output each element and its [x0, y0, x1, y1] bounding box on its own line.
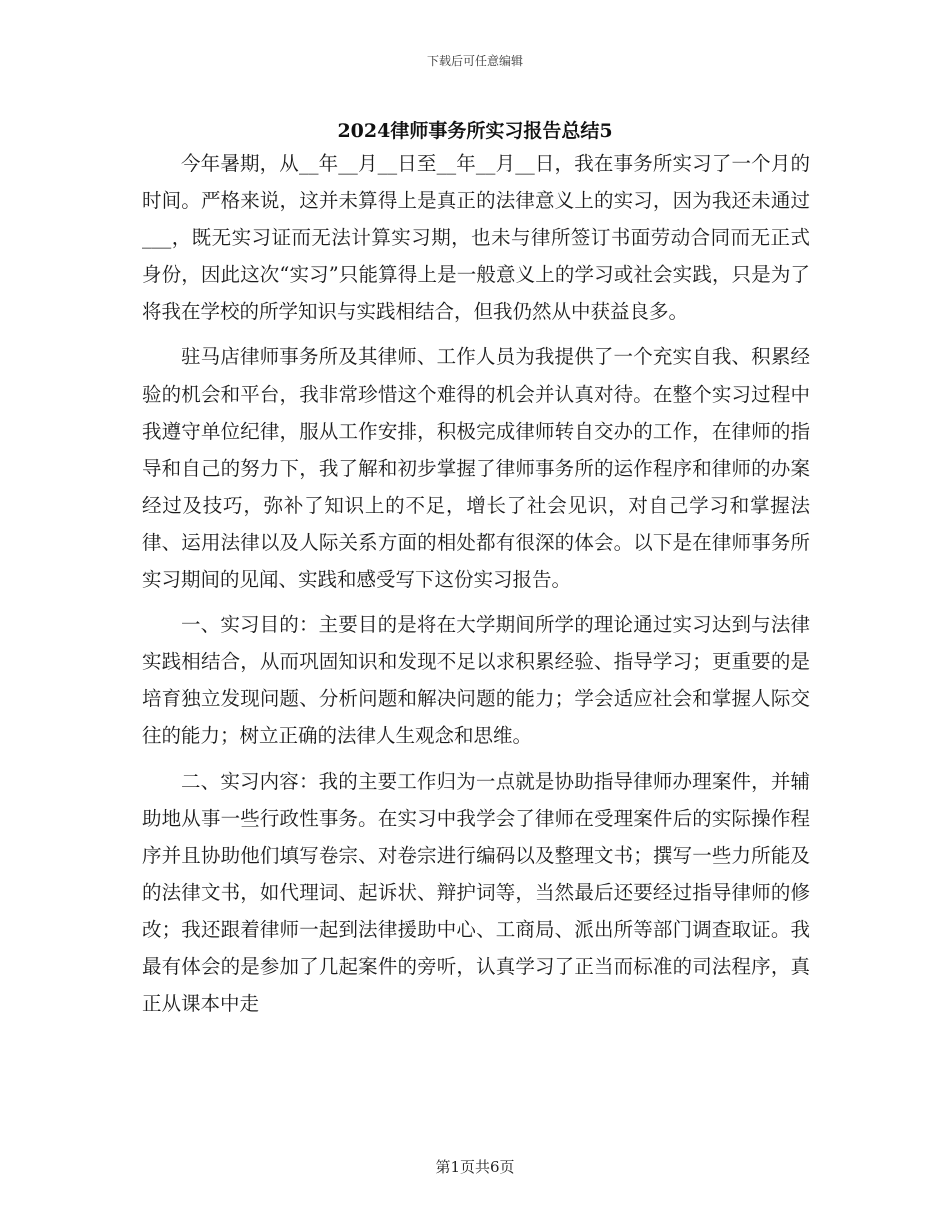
paragraph-intro: 今年暑期，从__年__月__日至__年__月__日，我在事务所实习了一个月的时间。严格来说，这并未算得上是真正的法律意义上的实习，因为我还未通过___，既无实习证而无法计算实习期，也未与律所签订书面劳动合同而无正式身份，因此这次“实习”只能算得上是一般意义上的学习或社会实践，只是为了将我在学校的所学知识与实践相结合，但我仍然从中获益良多。 — [142, 152, 810, 324]
paragraph-purpose: 一、实习目的：主要目的是将在大学期间所学的理论通过实习达到与法律实践相结合，从而巩固知识和发现不足以求积累经验、指导学习；更重要的是培育独立发现问题、分析问题和解决问题的能力；学会适应社会和掌握人际交往的能力；树立正确的法律人生观念和思维。 — [142, 613, 810, 748]
paragraph-content: 二、实习内容：我的主要工作归为一点就是协助指导律师办理案件，并辅助地从事一些行政性事务。在实习中我学会了律师在受理案件后的实际操作程序并且协助他们填写卷宗、对卷宗进行编码以及整理文书；撰写一些力所能及的法律文书，如代理词、起诉状、辩护词等，当然最后还要经过指导律师的修改；我还跟着律师一起到法律援助中心、工商局、派出所等部门调查取证。我最有体会的是参加了几起案件的旁听，认真学习了正当而标准的司法程序，真正从课本中走 — [142, 769, 810, 1016]
document-title: 2024律师事务所实习报告总结5 — [337, 120, 613, 142]
page-footer: 第1页共6页 — [435, 1158, 515, 1176]
document-body — [142, 145, 810, 1022]
paragraph-firm: 驻马店律师事务所及其律师、工作人员为我提供了一个充实自我、积累经验的机会和平台，我非常珍惜这个难得的机会并认真对待。在整个实习过程中我遵守单位纪律，服从工作安排，积极完成律师转自交办的工作，在律师的指导和自己的努力下，我了解和初步掌握了律师事务所的运作程序和律师的办案经过及技巧，弥补了知识上的不足，增长了社会见识，对自己学习和掌握法律、运用法律以及人际关系方面的相处都有很深的体会。以下是在律师事务所实习期间的见闻、实践和感受写下这份实习报告。 — [142, 345, 810, 592]
header-note: 下载后可任意编辑 — [426, 54, 523, 68]
